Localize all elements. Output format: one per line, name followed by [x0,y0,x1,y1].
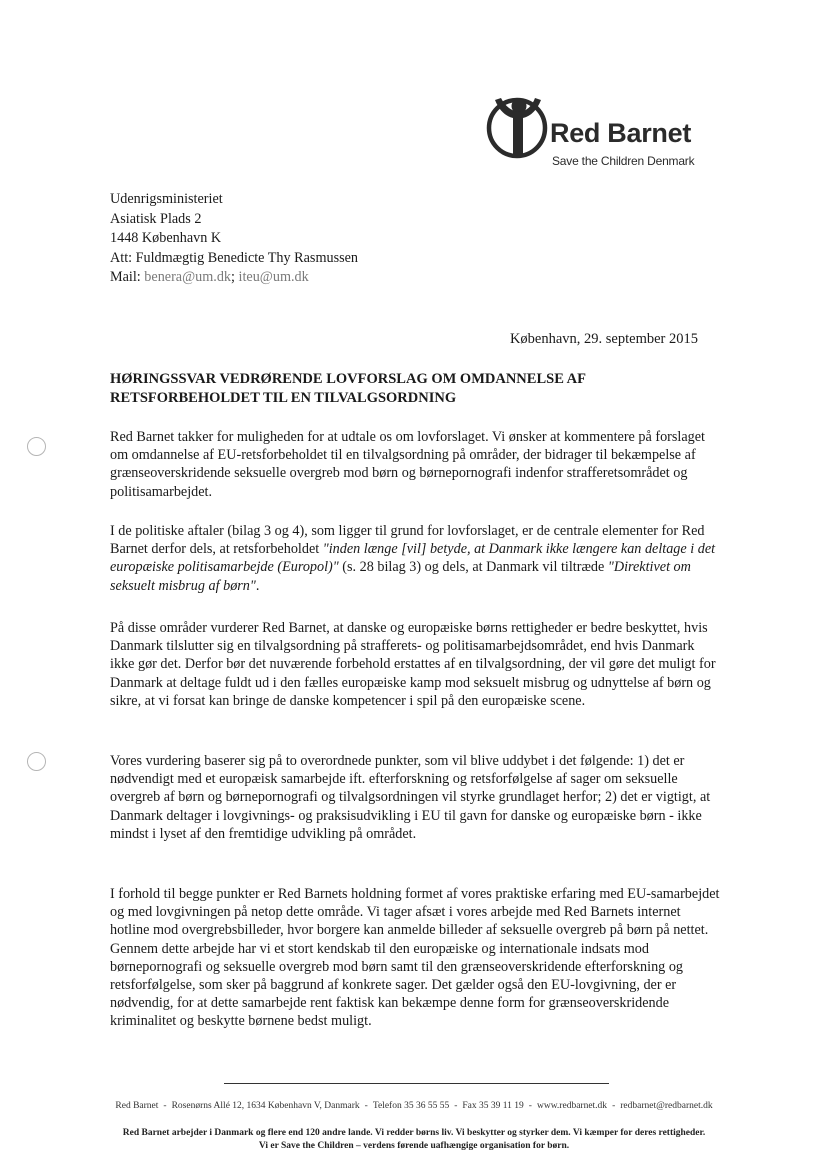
recipient-line: Udenrigsministeriet [110,191,223,207]
paragraph-4: Vores vurdering baserer sig på to overordnede punkter, som vil blive uddybet i det følgende: 1) det er nødvendigt med et europæisk samarbejde ift. efterforskning og retsforfølgelse af sager om seksuelle overgreb af børn og børnepornografi og tilvalgsordningen vil styrke grundlaget herfor; 2) det er vigtigt, at Danmark deltager i lovgivnings- og praksisudvikling i EU til gavn for danske og europæiske børn - ikke mindst i lyset af den fremtidige udvikling på området. [110,753,711,842]
letter-heading: HØRINGSSVAR VEDRØRENDE LOVFORSLAG OM OMDANNELSE AF RETSFORBEHOLDET TIL EN TILVALGSORDNING [110,371,586,406]
footer-separator: - [163,1101,167,1111]
footer-claim-line: Vi er Save the Children – verdens førende uafhængige organisation for børn. [258,1141,570,1151]
punch-hole-top [27,437,46,456]
footer-email-link[interactable]: redbarnet@redbarnet.dk [620,1101,713,1111]
mail-separator: ; [231,269,235,286]
footer-phone: Telefon 35 36 55 55 [372,1101,450,1111]
footer-separator: - [454,1101,458,1111]
logo-tagline: Save the Children Denmark [552,154,695,168]
recipient-mail [110,268,358,288]
footer-separator: - [364,1101,368,1111]
paragraph-2-text: . [255,577,260,594]
child-figure-logo-icon [486,92,550,160]
paragraph-3: På disse områder vurderer Red Barnet, at danske og europæiske børns rettigheder er bedre beskyttet, hvis Danmark tilslutter sig en tilvalgsordning på strafferets- og politisamarbejdsområdet, end hvis Danmark ikke gør det. Derfor bør det nuværende forbehold erstattes af en tilvalgsordning, der vil gøre det muligt for Danmark at deltage fuldt ud i den fælles europæiske kamp mod seksuelt misbrug og udnyttelse af børn og sikre, at vi forsat kan bringe de danske kompetencer i spil på den europæiske scene. [110,620,716,709]
recipient-address [110,190,358,288]
mail-link-benera[interactable]: benera@um.dk [144,269,232,286]
recipient-line: 1448 København K [110,230,222,247]
mail-label: Mail: [110,269,141,286]
logo-name: Red Barnet [550,118,692,148]
footer-web-link[interactable]: www.redbarnet.dk [536,1101,608,1111]
europol-quote: "inden længe [vil] betyde, at Danmark ikke længere kan deltage i det europæiske politisamarbejde (Europol)" [110,541,716,576]
footer-separator: - [528,1101,532,1111]
footer-divider [224,1083,609,1084]
footer-org: Red Barnet [115,1101,159,1111]
recipient-line: Att: Fuldmægtig Benedicte Thy Rasmussen [110,249,359,266]
footer-claim [0,1127,828,1153]
footer-claim-line: Red Barnet arbejder i Danmark og flere end 120 andre lande. Vi redder børns liv. Vi beskytter og styrker dem. Vi kæmper for deres rettigheder. [122,1128,706,1138]
paragraph-2-text: I de politiske aftaler (bilag 3 og 4), som ligger til grund for lovforslaget, er de centrale elementer for Red Barnet derfor dels, at retsforbeholdet [110,523,705,558]
footer-contact-line [0,1101,828,1111]
punch-hole-bottom [27,752,46,771]
mail-link-iteu[interactable]: iteu@um.dk [238,269,309,286]
directive-quote: "Direktivet om seksuelt misbrug af børn" [110,559,691,594]
letter-date: København, 29. september 2015 [509,331,698,347]
footer-fax: Fax 35 39 11 19 [462,1101,524,1111]
paragraph-1: Red Barnet takker for muligheden for at udtale os om lovforslaget. Vi ønsker at kommentere på forslaget om omdannelse af EU-retsforbeholdet til en tilvalgsordning på områder, der bidrager til bekæmpelse af grænseoverskridende seksuelle overgreb mod børn og børnepornografi indenfor strafferetsområdet og politisamarbejdet. [110,429,705,500]
recipient-line: Asiatisk Plads 2 [110,210,202,227]
paragraph-5: I forhold til begge punkter er Red Barnets holdning formet af vores praktiske erfaring med EU-samarbejdet og med lovgivningen på netop dette område. Vi tager afsæt i vores arbejde med Red Barnets internet hotline mod overgrebsbilleder, hvor borgere kan anmelde billeder af seksuelle overgreb på børn på nettet. Gennem dette arbejde har vi et stort kendskab til den europæiske og internationale indsats mod børnepornografi og seksuelle overgreb mod børn samt til den grænseoverskridende efterforskning og retsforfølgelse, som sker på baggrund af konkrete sager. Det gælder også den EU-lovgivning, der er nødvendig, for at dette samarbejde rent faktisk kan bekæmpe denne form for grænseoverskridende kriminalitet og beskytte børnene bedst muligt. [110,886,720,1030]
footer-address: Rosenørns Allé 12, 1634 København V, Danmark [171,1101,360,1111]
paragraph-2-text: (s. 28 bilag 3) og dels, at Danmark vil tiltræde [338,559,608,576]
footer-separator: - [612,1101,616,1111]
red-barnet-logo [486,92,716,172]
paragraph-2 [110,522,722,595]
